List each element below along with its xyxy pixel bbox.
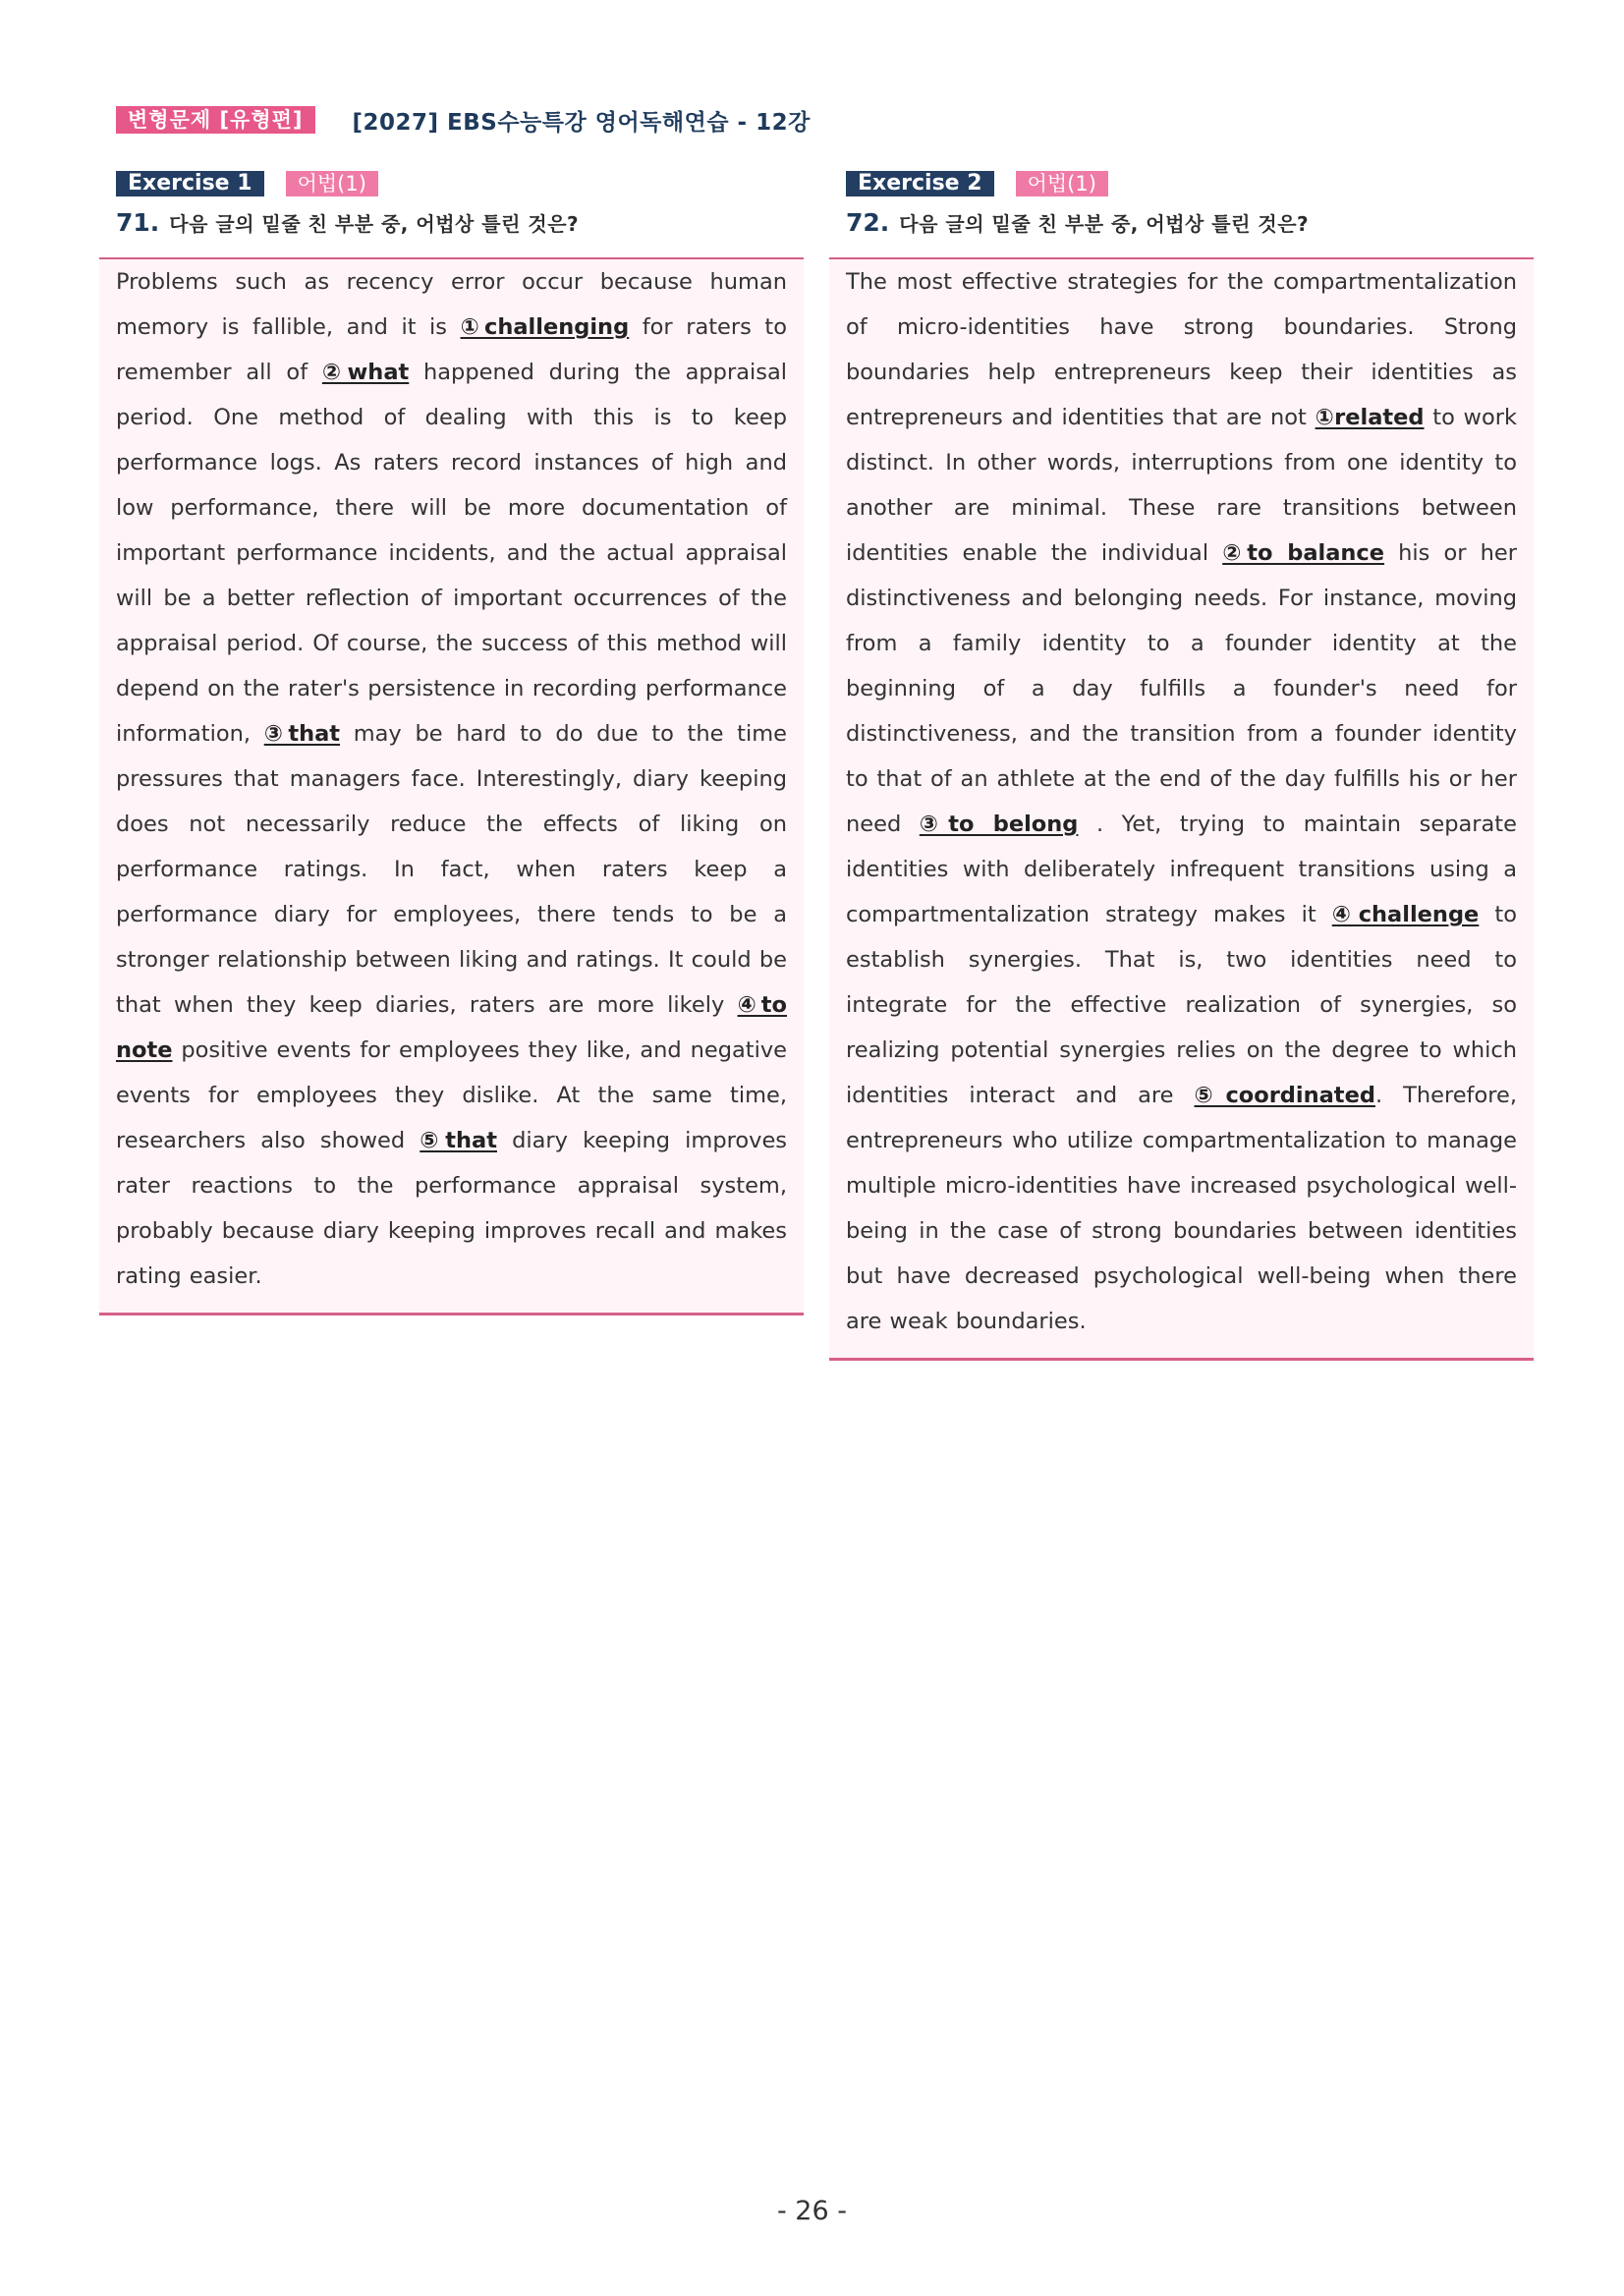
underlined-choice: ①related: [1315, 405, 1425, 430]
passage-segment: to establish synergies. That is, two identities need to integrate for the effective realization of synergies, so realizing potential synergies relies on the degree to which identities interact and are: [846, 902, 1517, 1108]
underlined-choice: ②to balance: [1222, 540, 1385, 566]
passage-segment: positive events for employees they like, and negative events for employees they dislike. At the same time, researchers also showed: [116, 1037, 787, 1153]
passage-segment: happened during the appraisal period. One method of dealing with this is to keep performance logs. As raters record instances of high and low performance, there will be more documentation of important performance incidents, and the actual appraisal will be a better reflection of important occurrences of the appraisal period. Of course, the success of this method will depend on the rater's persistence in recording performance information,: [116, 360, 787, 747]
exercise-2-type-badge: 어법(1): [1016, 171, 1108, 196]
passage-72-text: [846, 259, 1517, 1344]
underlined-choice: ④to note: [116, 992, 788, 1063]
passage-71-text: [116, 259, 787, 1299]
passage-segment: his or her distinctiveness and belonging needs. For instance, moving from a family identity to a founder identity at the beginning of a day fulfills a founder's need for distinctiveness, and the transition from a founder identity to that of an athlete at the end of the day fulfills his or her need: [846, 540, 1517, 837]
passage-segment: Problems such as recency error occur because human memory is fallible, and it is: [116, 269, 787, 340]
exercise-2-badge: Exercise 2: [846, 171, 994, 196]
passage-72-box: [829, 257, 1534, 1361]
exercise-1-type-badge: 어법(1): [286, 171, 378, 196]
exercise-1-question-row: [116, 208, 804, 238]
passage-segment: . Therefore, entrepreneurs who utilize compartmentalization to manage multiple micro-identities have increased psychological well-being in the case of strong boundaries between identities but have decreased psychological well-being when there are weak boundaries.: [846, 1083, 1517, 1334]
underlined-choice: ③to belong: [919, 812, 1079, 837]
page-number: - 26 -: [776, 2196, 847, 2226]
document-title: [2027] EBS수능특강 영어독해연습 - 12강: [352, 109, 811, 136]
section-badge: 변형문제 [유형편]: [116, 106, 315, 134]
passage-segment: . Yet, trying to maintain separate identities with deliberately infrequent transitions using a compartmentalization strategy makes it: [846, 812, 1517, 927]
question-72-text: 다음 글의 밑줄 친 부분 중, 어법상 틀린 것은?: [899, 212, 1310, 236]
exercise-2-labels: [846, 171, 1534, 196]
passage-segment: to work distinct. In other words, interruptions from one identity to another are minimal. These rare transitions between identities enable the individual: [846, 405, 1517, 566]
exercise-2-question-row: [846, 208, 1534, 238]
passage-71-box: [99, 257, 804, 1316]
exercise-1-column: [99, 171, 804, 1316]
passage-segment: may be hard to do due to the time pressures that managers face. Interestingly, diary keeping does not necessarily reduce the effects of liking on performance ratings. In fact, when raters keep a performance diary for employees, there tends to be a stronger relationship between liking and ratings. It could be that when they keep diaries, raters are more likely: [116, 721, 787, 1018]
underlined-choice: ⑤coordinated: [1194, 1083, 1375, 1108]
page-header: [116, 105, 811, 135]
underlined-choice: ④challenge: [1331, 902, 1480, 927]
question-71-number: 71.: [116, 208, 160, 237]
question-71-text: 다음 글의 밑줄 친 부분 중, 어법상 틀린 것은?: [169, 212, 580, 236]
passage-segment: for raters to remember all of: [116, 314, 787, 385]
underlined-choice: ②what: [321, 360, 410, 385]
exercise-1-labels: [116, 171, 804, 196]
underlined-choice: ③that: [263, 721, 341, 747]
underlined-choice: ①challenging: [460, 314, 630, 340]
exercise-1-badge: Exercise 1: [116, 171, 264, 196]
passage-segment: diary keeping improves rater reactions to the performance appraisal system, probably because diary keeping improves recall and makes rating easier.: [116, 1128, 788, 1289]
underlined-choice: ⑤that: [420, 1128, 497, 1153]
exercise-2-column: [829, 171, 1534, 1361]
passage-segment: The most effective strategies for the compartmentalization of micro-identities have strong boundaries. Strong boundaries help entrepreneurs keep their identities as entrepreneurs and identities that are not: [846, 269, 1517, 430]
question-72-number: 72.: [846, 208, 890, 237]
